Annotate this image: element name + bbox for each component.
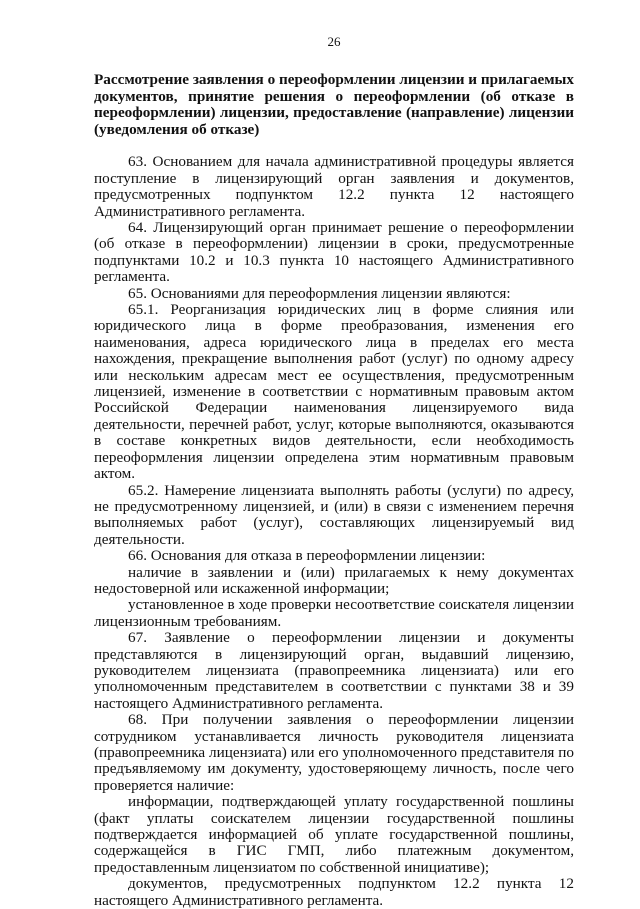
paragraph-66: 66. Основания для отказа в переоформлении лицензии: (128, 547, 486, 565)
paragraph-66-item-2: установленное в ходе проверки несоответствие соискателя лицензии лицензионным требованиям. (94, 596, 574, 630)
section-heading: Рассмотрение заявления о переоформлении лицензии и прилагаемых документов, принятие решения о переоформлении (об отказе в переоформлении) лицензии, предоставление (направление) лицензии (уведомления об отказе) (94, 71, 574, 138)
paragraph-66-item-1: наличие в заявлении и (или) прилагаемых к нему документах недостоверной или искаженной информации; (94, 563, 574, 597)
paragraph-64: 64. Лицензирующий орган принимает решение о переоформлении (об отказе в переоформлении) лицензии в сроки, предусмотренные подпунктами 10.2 и 10.3 пункта 10 настоящего Административного регламента. (94, 219, 574, 286)
paragraph-65-1: 65.1. Реорганизация юридических лиц в форме слияния или юридического лица в форме преобразования, изменения его наименования, адреса юридического лица в пределах его места нахождения, прекращение выполнения работ (услуг) по одному адресу или нескольким адресам мест ее осуществления, предусмотренным лицензией, изменение в соответствии с нормативным правовым актом Российской Федерации наименования лицензируемого вида деятельности, перечней работ, услуг, которые выполняются, оказываются в составе конкретных видов деятельности, если необходимость переоформления лицензии определена этим нормативным правовым актом. (94, 301, 574, 483)
paragraph-68-item-2: документов, предусмотренных подпунктом 12.2 пункта 12 настоящего Административного регламента. (94, 875, 574, 909)
page-number: 26 (327, 34, 341, 49)
paragraph-63: 63. Основанием для начала административной процедуры является поступление в лицензирующий орган заявления и документов, предусмотренных подпунктом 12.2 пункта 12 настоящего Административного регламента. (94, 153, 574, 220)
document-body (94, 154, 574, 909)
paragraph-68: 68. При получении заявления о переоформлении лицензии сотрудником устанавливается личность руководителя лицензиата (правопреемника лицензиата) или его уполномоченного представителя по предъявляемому им документу, удостоверяющему личность, после чего проверяется наличие: (94, 711, 574, 794)
paragraph-65-2: 65.2. Намерение лицензиата выполнять работы (услуги) по адресу, не предусмотренному лицензией, и (или) в связи с изменением перечня выполняемых работ (услуг), составляющих лицензируемый вид деятельности. (94, 481, 574, 548)
paragraph-67: 67. Заявление о переоформлении лицензии и документы представляются в лицензирующий орган, выдавший лицензию, руководителем лицензиата (правопреемника лицензиата) или его уполномоченным представителем в соответствии с пунктами 38 и 39 настоящего Административного регламента. (94, 629, 574, 712)
paragraph-65: 65. Основаниями для переоформления лицензии являются: (128, 284, 511, 302)
paragraph-68-item-1: информации, подтверждающей уплату государственной пошлины (факт уплаты соискателем лицензии государственной пошлины подтверждается информацией об уплате государственной пошлины, содержащейся в ГИС ГМП, либо платежным документом, предоставленным лицензиатом по собственной инициативе); (94, 793, 574, 876)
